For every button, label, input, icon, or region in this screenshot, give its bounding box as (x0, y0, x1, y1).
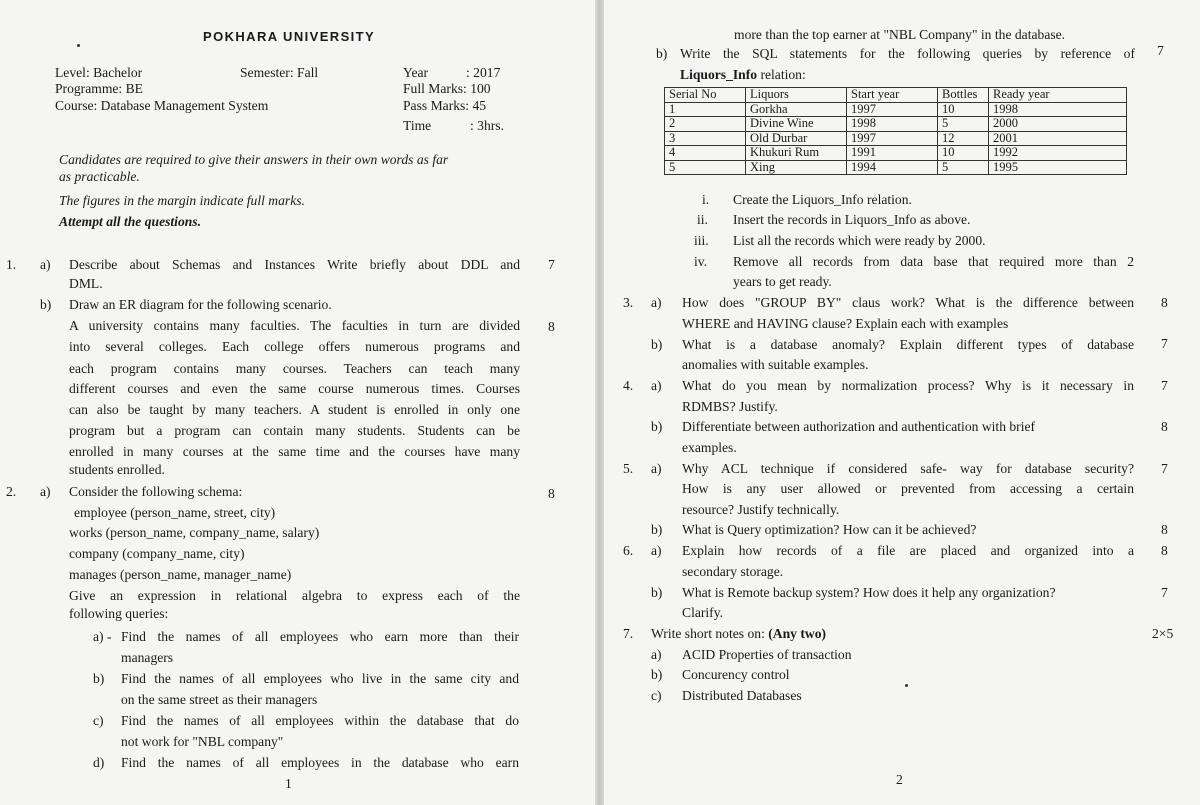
roman-iv: iv. (694, 254, 708, 269)
table-cell: 4 (665, 146, 746, 161)
q3a-label: a) (651, 295, 662, 310)
q2a-label: a) (40, 484, 51, 499)
year-value: : 2017 (466, 65, 501, 80)
schema-works: works (person_name, company_name, salary) (69, 525, 320, 540)
q6b-text: What is Remote backup system? How does it help any organization? (682, 585, 1056, 600)
roman-iv-text-cont: years to get ready. (733, 274, 832, 289)
q2d-continuation: more than the top earner at "NBL Company" in the database. (734, 27, 1066, 42)
q7-item-label: b) (651, 667, 663, 682)
table-cell: 1995 (989, 160, 1127, 175)
q2b-relation-name: Liquors_Info (680, 67, 758, 82)
table-cell: 1992 (989, 146, 1127, 161)
semester: Semester: Fall (240, 65, 319, 80)
table-cell: 10 (938, 102, 989, 117)
liquors-info-table (664, 87, 1127, 175)
q4b-text: Differentiate between authorization and authentication with brief (682, 419, 1036, 434)
q2a-text: Consider the following schema: (69, 484, 243, 499)
instruction-attempt: Attempt all the questions. (59, 214, 201, 229)
scenario-line: program but a program can contain many students. Students can be (69, 423, 520, 438)
q3a-text-cont: WHERE and HAVING clause? Explain each with examples (682, 316, 1009, 331)
q7-item-label: a) (651, 647, 662, 662)
table-cell: 1998 (989, 102, 1127, 117)
q7-marks: 2×5 (1152, 626, 1174, 641)
roman-ii-text: Insert the records in Liquors_Info as above. (733, 212, 971, 227)
subq-d-label: d) (93, 755, 105, 770)
q1-number: 1. (6, 257, 17, 272)
q5a-label: a) (651, 461, 662, 476)
q2b-relation-suffix: relation: (757, 67, 806, 82)
table-row (665, 117, 1127, 132)
subq-a-label: a) - (93, 629, 112, 644)
subq-a-text: Find the names of all employees who earn more than their (121, 629, 519, 644)
table-cell: 1991 (847, 146, 938, 161)
table-cell: 1997 (847, 102, 938, 117)
subq-c-text: Find the names of all employees within the database that do (121, 713, 519, 728)
table-cell: Khukuri Rum (746, 146, 847, 161)
instruction-answers-cont: as practicable. (59, 169, 140, 184)
table-cell: 5 (938, 160, 989, 175)
subq-a-text-cont: managers (121, 650, 174, 665)
q4a-text: What do you mean by normalization process? Why is it necessary in (682, 378, 1134, 393)
q6b-label: b) (651, 585, 663, 600)
q4b-text-cont: examples. (682, 440, 737, 455)
q7-number: 7. (623, 626, 634, 641)
q2b-relation-line (680, 67, 806, 83)
university-title: POKHARA UNIVERSITY (203, 29, 376, 44)
scenario-line: can also be taught by many teachers. A student is enrolled in only one (69, 402, 520, 417)
instruction-answers: Candidates are required to give their answers in their own words as far (59, 152, 449, 167)
q6a-text-cont: secondary storage. (682, 564, 784, 579)
roman-iii-text: List all the records which were ready by 2000. (733, 233, 986, 248)
q1a-label: a) (40, 257, 51, 272)
q3-number: 3. (623, 295, 634, 310)
roman-i-text: Create the Liquors_Info relation. (733, 192, 912, 207)
q4b-marks: 8 (1161, 419, 1168, 434)
q1b-text: Draw an ER diagram for the following scenario. (69, 297, 332, 312)
table-cell: 3 (665, 131, 746, 146)
programme: Programme: BE (55, 81, 143, 96)
q5b-label: b) (651, 522, 663, 537)
roman-i: i. (702, 192, 710, 207)
table-cell: Xing (746, 160, 847, 175)
subq-b-text: Find the names of all employees who live in the same city and (121, 671, 519, 686)
q7-item-text: Distributed Databases (682, 688, 802, 703)
level: Level: Bachelor (55, 65, 143, 80)
q3b-marks: 7 (1161, 336, 1168, 351)
table-cell: 1998 (847, 117, 938, 132)
q3b-text: What is a database anomaly? Explain different types of database (682, 337, 1134, 352)
speck-mark (905, 684, 908, 687)
q7-text-lead: Write short notes on: (651, 626, 769, 641)
table-cell: Old Durbar (746, 131, 847, 146)
q5a-text-cont: How is any user allowed or prevented from accessing a certain (682, 481, 1134, 496)
page-number: 1 (285, 776, 292, 791)
exam-page-1 (0, 0, 595, 805)
speck-mark (77, 44, 80, 47)
table-header-cell: Serial No (665, 88, 746, 103)
table-header-row (665, 88, 1127, 103)
q1a-marks: 7 (548, 257, 555, 272)
q1a-text-cont: DML. (69, 276, 103, 291)
q2b-text: Write the SQL statements for the following queries by reference of (680, 46, 1135, 61)
roman-ii: ii. (697, 212, 708, 227)
q7-item-text: Concurency control (682, 667, 790, 682)
year-label: Year (403, 65, 429, 80)
q2b-label: b) (656, 46, 668, 61)
table-cell: 10 (938, 146, 989, 161)
q3a-text: How does "GROUP BY" claus work? What is the difference between (682, 295, 1134, 310)
time-value: : 3hrs. (470, 118, 504, 133)
q5a-text-cont2: resource? Justify technically. (682, 502, 840, 517)
q7-any-two: (Any two) (768, 626, 827, 641)
course: Course: Database Management System (55, 98, 269, 113)
pass-marks: Pass Marks: 45 (403, 98, 487, 113)
q1b-marks: 8 (548, 319, 555, 334)
table-row (665, 160, 1127, 175)
q3b-text-cont: anomalies with suitable examples. (682, 357, 869, 372)
table-cell: 1 (665, 102, 746, 117)
page-number: 2 (896, 772, 903, 787)
scenario-line-last: students enrolled. (69, 462, 165, 477)
q6a-label: a) (651, 543, 662, 558)
q4a-text-cont: RDMBS? Justify. (682, 399, 778, 414)
q7-item-label: c) (651, 688, 662, 703)
q6a-text: Explain how records of a file are placed and organized into a (682, 543, 1134, 558)
scenario-line: A university contains many faculties. The faculties in turn are divided (69, 318, 520, 333)
table-cell: 12 (938, 131, 989, 146)
table-cell: 2001 (989, 131, 1127, 146)
q6b-text-cont: Clarify. (682, 605, 724, 620)
q6a-marks: 8 (1161, 543, 1168, 558)
q6b-marks: 7 (1161, 585, 1168, 600)
q4b-label: b) (651, 419, 663, 434)
subq-b-text-cont: on the same street as their managers (121, 692, 318, 707)
q5a-text: Why ACL technique if considered safe- way for database security? (682, 461, 1134, 476)
q2-number: 2. (6, 484, 17, 499)
q7-text (651, 626, 826, 642)
table-cell: 5 (938, 117, 989, 132)
table-cell: 1994 (847, 160, 938, 175)
q5a-marks: 7 (1161, 461, 1168, 476)
table-row (665, 102, 1127, 117)
table-header-cell: Bottles (938, 88, 989, 103)
q7-item-text: ACID Properties of transaction (682, 647, 852, 662)
time-label: Time (403, 118, 432, 133)
q5b-text: What is Query optimization? How can it be achieved? (682, 522, 977, 537)
q4a-label: a) (651, 378, 662, 393)
instruction-marks: The figures in the margin indicate full marks. (59, 193, 305, 208)
schema-manages: manages (person_name, manager_name) (69, 567, 292, 582)
q4a-marks: 7 (1161, 378, 1168, 393)
q5-number: 5. (623, 461, 634, 476)
table-cell: Divine Wine (746, 117, 847, 132)
q1a-text: Describe about Schemas and Instances Write briefly about DDL and (69, 257, 520, 272)
schema-employee: employee (person_name, street, city) (74, 505, 276, 520)
schema-company: company (company_name, city) (69, 546, 245, 561)
table-row (665, 131, 1127, 146)
table-cell: 2000 (989, 117, 1127, 132)
table-header-cell: Start year (847, 88, 938, 103)
scenario-line: into several colleges. Each college offers numerous programs and (69, 339, 520, 354)
table-cell: 2 (665, 117, 746, 132)
table-row (665, 146, 1127, 161)
scenario-line: enrolled in many courses at the same time and the courses have many (69, 444, 520, 459)
subq-c-text-cont: not work for "NBL company" (121, 734, 284, 749)
subq-b-label: b) (93, 671, 105, 686)
q5b-marks: 8 (1161, 522, 1168, 537)
q2a-give: Give an expression in relational algebra to express each of the (69, 588, 520, 603)
roman-iv-text: Remove all records from data base that required more than 2 (733, 254, 1134, 269)
q2a-give-cont: following queries: (69, 606, 169, 621)
full-marks: Full Marks: 100 (403, 81, 491, 96)
roman-iii: iii. (694, 233, 709, 248)
table-header-cell: Ready year (989, 88, 1127, 103)
table-cell: Gorkha (746, 102, 847, 117)
q2a-marks: 8 (548, 486, 555, 501)
exam-page-2 (604, 0, 1200, 805)
subq-d-text: Find the names of all employees in the database who earn (121, 755, 519, 770)
q1b-label: b) (40, 297, 52, 312)
q3b-label: b) (651, 337, 663, 352)
subq-c-label: c) (93, 713, 104, 728)
q6-number: 6. (623, 543, 634, 558)
table-header-cell: Liquors (746, 88, 847, 103)
scenario-line: different courses and even the same course numerous times. Courses (69, 381, 520, 396)
scenario-line: each program contains many courses. Teachers can teach many (69, 361, 520, 376)
table-cell: 1997 (847, 131, 938, 146)
q4-number: 4. (623, 378, 634, 393)
table-cell: 5 (665, 160, 746, 175)
q2b-marks: 7 (1157, 43, 1164, 58)
q3a-marks: 8 (1161, 295, 1168, 310)
page-divider (595, 0, 604, 805)
